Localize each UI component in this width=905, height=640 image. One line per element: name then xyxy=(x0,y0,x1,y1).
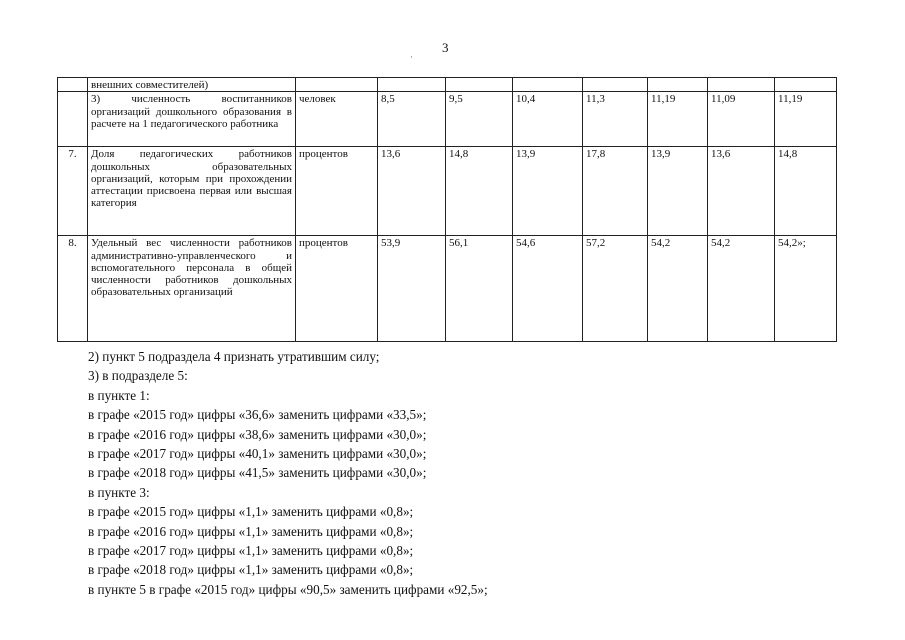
value-cell: 9,5 xyxy=(446,92,513,147)
value-cell: 10,4 xyxy=(513,92,583,147)
value-cell: 53,9 xyxy=(378,236,446,342)
indicator-cell: Удельный вес численности работников административно-управленческого и вспомогательного персонала в общей численности работников дошкольных образовательных организаций xyxy=(88,236,296,342)
text-line: в графе «2016 год» цифры «38,6» заменить цифрами «30,0»; xyxy=(88,426,427,442)
row-number xyxy=(58,78,88,92)
indicator-cell: Доля педагогических работников дошкольных образовательных организаций, которым при прохождении аттестации присвоена первая или высшая категория xyxy=(88,147,296,236)
page-number: 3 xyxy=(442,40,449,55)
value-cell xyxy=(648,78,708,92)
text-line: в графе «2018 год» цифры «1,1» заменить цифрами «0,8»; xyxy=(88,562,414,578)
value-cell: 54,2 xyxy=(648,236,708,342)
value-cell xyxy=(513,78,583,92)
text-line: в графе «2017 год» цифры «1,1» заменить цифрами «0,8»; xyxy=(88,543,414,559)
text-line: в пункте 1: xyxy=(88,387,150,403)
indicators-table xyxy=(57,77,837,342)
value-cell xyxy=(775,78,837,92)
value-cell: 11,3 xyxy=(583,92,648,147)
unit-cell xyxy=(296,78,378,92)
value-cell: 17,8 xyxy=(583,147,648,236)
table-row xyxy=(58,78,837,92)
value-cell: 11,19 xyxy=(648,92,708,147)
table-row xyxy=(58,236,837,342)
value-cell xyxy=(708,78,775,92)
value-cell: 13,6 xyxy=(708,147,775,236)
table-row xyxy=(58,147,837,236)
text-line: в графе «2016 год» цифры «1,1» заменить цифрами «0,8»; xyxy=(88,523,414,539)
text-line: в графе «2015 год» цифры «1,1» заменить цифрами «0,8»; xyxy=(88,504,414,520)
scan-dot: · xyxy=(410,52,413,62)
unit-cell: человек xyxy=(296,92,378,147)
value-cell: 8,5 xyxy=(378,92,446,147)
text-line: в графе «2017 год» цифры «40,1» заменить цифрами «30,0»; xyxy=(88,446,427,462)
text-line: в графе «2015 год» цифры «36,6» заменить цифрами «33,5»; xyxy=(88,407,427,423)
value-cell: 13,6 xyxy=(378,147,446,236)
value-cell: 57,2 xyxy=(583,236,648,342)
value-cell: 14,8 xyxy=(446,147,513,236)
value-cell: 13,9 xyxy=(513,147,583,236)
row-number: 7. xyxy=(58,147,88,236)
value-cell: 13,9 xyxy=(648,147,708,236)
row-number: 8. xyxy=(58,236,88,342)
value-cell: 54,6 xyxy=(513,236,583,342)
value-cell: 56,1 xyxy=(446,236,513,342)
text-line: 3) в подразделе 5: xyxy=(88,368,188,384)
value-cell xyxy=(583,78,648,92)
value-cell: 14,8 xyxy=(775,147,837,236)
table-row xyxy=(58,92,837,147)
value-cell xyxy=(378,78,446,92)
amendment-text xyxy=(88,347,808,599)
indicator-cell: 3) численность воспитанников организаций дошкольного образования в расчете на 1 педагогического работника xyxy=(88,92,296,147)
value-cell: 11,09 xyxy=(708,92,775,147)
row-number xyxy=(58,92,88,147)
text-line: в пункте 3: xyxy=(88,484,150,500)
value-cell: 54,2»; xyxy=(775,236,837,342)
value-cell xyxy=(446,78,513,92)
text-line: в графе «2018 год» цифры «41,5» заменить цифрами «30,0»; xyxy=(88,465,427,481)
value-cell: 11,19 xyxy=(775,92,837,147)
text-line: 2) пункт 5 подраздела 4 признать утратившим силу; xyxy=(88,349,380,364)
unit-cell: процентов xyxy=(296,236,378,342)
text-line: в пункте 5 в графе «2015 год» цифры «90,5» заменить цифрами «92,5»; xyxy=(88,581,488,597)
indicator-cell: внешних совместителей) xyxy=(88,78,296,92)
value-cell: 54,2 xyxy=(708,236,775,342)
unit-cell: процентов xyxy=(296,147,378,236)
